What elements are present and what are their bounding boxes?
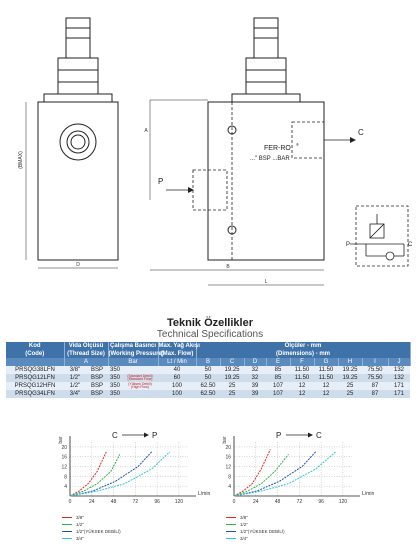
legend-swatch xyxy=(62,538,72,539)
right-view-body xyxy=(208,102,324,260)
right-view-nut xyxy=(246,58,286,94)
stamp-brand: FER-RO xyxy=(264,145,291,152)
legend-item xyxy=(62,535,121,542)
y-tick-label: 20 xyxy=(61,444,67,451)
cell-pressure: 350 xyxy=(109,383,120,389)
legend-item xyxy=(62,514,121,521)
legend-label: 1/2" xyxy=(240,522,248,527)
cell-dim-f: 12 xyxy=(290,382,314,390)
cell-dim-e: 107 xyxy=(266,390,290,398)
table-row xyxy=(6,366,410,374)
col-flow-unit: Lt / Min xyxy=(158,358,196,366)
flow-note-en: (High Flow) xyxy=(131,385,149,389)
section-subtitle: Technical Specifications xyxy=(156,329,264,340)
cell-flow: 100 xyxy=(158,390,196,398)
x-unit-label: L/min xyxy=(198,491,211,497)
cell-dim-b: 62.50 xyxy=(196,390,220,398)
legend-right xyxy=(226,514,285,542)
schematic-p-label: P xyxy=(346,242,351,248)
x-tick-label: 120 xyxy=(338,499,348,505)
series-line xyxy=(70,452,152,496)
col-basinc: Çalışma Basıncı (Working Pressure) xyxy=(108,343,164,357)
col-vida: Vida Ölçüsü (Thread Size) xyxy=(64,342,108,358)
cell-dim-c: 25 xyxy=(220,382,244,390)
dim-col: C xyxy=(220,358,244,366)
section-title: Teknik Özellikler xyxy=(166,317,253,329)
legend-left xyxy=(62,514,121,542)
legend-swatch xyxy=(62,517,72,518)
flow-note-tr: (Standart Debili) xyxy=(127,374,153,378)
cell-flow-note xyxy=(122,390,158,398)
legend-swatch xyxy=(62,524,72,525)
cell-dim-g: 11.50 xyxy=(314,374,338,382)
cell-dim-g: 12 xyxy=(314,382,338,390)
cell-flow-note xyxy=(122,374,158,382)
y-unit-label: bar xyxy=(222,436,228,444)
flow-chart-c-to-p xyxy=(48,428,211,508)
col-a-label: A xyxy=(64,358,108,366)
dim-col: I xyxy=(362,358,388,366)
dim-label-a: A xyxy=(144,128,148,134)
dim-col: J xyxy=(388,358,410,366)
x-tick-label: 96 xyxy=(154,499,160,505)
table-row xyxy=(6,390,410,398)
dim-col: F xyxy=(290,358,314,366)
legend-swatch xyxy=(226,524,236,525)
dim-col: G xyxy=(314,358,338,366)
legend-item xyxy=(226,535,285,542)
cell-dim-b: 50 xyxy=(196,374,220,382)
cell-dim-h: 25 xyxy=(338,390,362,398)
hydraulic-schematic xyxy=(350,206,408,266)
cell-dim-j: 132 xyxy=(388,374,410,382)
flow-note-tr: (Yüksek Debili) xyxy=(128,382,152,386)
cell-flow: 100 xyxy=(158,382,196,390)
cell-dim-f: 11.50 xyxy=(290,374,314,382)
cell-bsp: BSP xyxy=(86,366,108,374)
flow-chart-p-to-c xyxy=(212,428,375,508)
y-tick-label: 8 xyxy=(228,474,231,481)
y-tick-label: 12 xyxy=(61,464,67,471)
y-unit-label: bar xyxy=(58,436,64,444)
table-subheader-row xyxy=(6,358,410,366)
stamp-registered-mark: ® xyxy=(296,142,299,147)
flow-from-label: C xyxy=(112,431,118,440)
x-tick-label: 24 xyxy=(253,499,259,505)
x-unit-label: L/min xyxy=(362,491,375,497)
cell-dim-g: 11.50 xyxy=(314,366,338,374)
y-tick-label: 8 xyxy=(64,474,67,481)
legend-swatch xyxy=(226,538,236,539)
y-tick-label: 16 xyxy=(61,454,67,461)
right-view xyxy=(150,18,350,285)
schematic-c-label: C xyxy=(408,242,413,248)
cell-dim-c: 19.25 xyxy=(220,366,244,374)
legend-item xyxy=(62,528,121,535)
legend-label: 3/4" xyxy=(76,536,84,541)
table-header-row xyxy=(6,342,410,358)
cell-bsp: BSP xyxy=(86,382,108,390)
cell-code: PRSQG38LFN xyxy=(6,366,64,374)
flow-to-label: C xyxy=(316,431,322,440)
col-bar-unit: Bar xyxy=(108,358,158,366)
x-tick-label: 0 xyxy=(68,499,72,505)
cell-dim-f: 11.50 xyxy=(290,366,314,374)
left-view xyxy=(26,18,118,268)
legend-swatch xyxy=(226,517,236,518)
x-tick-label: 0 xyxy=(232,499,236,505)
cell-pressure: 350 xyxy=(109,375,120,381)
cell-bsp: BSP xyxy=(86,390,108,398)
x-tick-label: 72 xyxy=(296,499,303,505)
table-row xyxy=(6,374,410,382)
legend-swatch xyxy=(62,531,72,532)
cell-dim-d: 32 xyxy=(244,366,266,374)
col-olcu: Ölçüler - mm (Dimensions) - mm xyxy=(196,342,410,358)
y-tick-label: 4 xyxy=(228,484,231,491)
x-tick-label: 24 xyxy=(89,499,95,505)
x-tick-label: 48 xyxy=(274,499,281,505)
flow-from-label: P xyxy=(276,431,282,440)
legend-swatch xyxy=(226,531,236,532)
cell-code: PRSQG34LFN xyxy=(6,390,64,398)
cell-code: PRSQG12HFN xyxy=(6,382,64,390)
cell-dim-j: 171 xyxy=(388,390,410,398)
dim-label-l: L xyxy=(264,279,268,285)
spec-table xyxy=(6,342,411,398)
cell-thread: 3/8" xyxy=(64,366,86,374)
cell-dim-i: 75.50 xyxy=(362,366,388,374)
cell-dim-b: 62.50 xyxy=(196,382,220,390)
cell-dim-i: 87 xyxy=(362,390,388,398)
cell-flow: 60 xyxy=(158,374,196,382)
y-tick-label: 20 xyxy=(225,444,231,451)
cell-pressure: 350 xyxy=(109,391,120,397)
dim-label-b: B xyxy=(226,264,230,270)
series-line xyxy=(70,452,170,496)
port-p-label: P xyxy=(158,177,164,186)
cell-dim-d: 32 xyxy=(244,374,266,382)
cell-dim-e: 85 xyxy=(266,366,290,374)
legend-item xyxy=(226,514,285,521)
dim-label-width: D xyxy=(76,262,80,268)
y-tick-label: 4 xyxy=(64,484,67,491)
cell-dim-i: 75.50 xyxy=(362,374,388,382)
left-view-body xyxy=(38,102,118,260)
dim-col: E xyxy=(266,358,290,366)
x-tick-label: 72 xyxy=(132,499,139,505)
x-tick-label: 120 xyxy=(174,499,184,505)
cell-flow-note xyxy=(122,382,158,390)
flow-note-en: (Standard Flow) xyxy=(127,377,153,381)
col-akis: Max. Yağ Akışı (Max. Flow) xyxy=(158,343,200,357)
dim-col: D xyxy=(244,358,266,366)
legend-item xyxy=(226,528,285,535)
y-tick-label: 12 xyxy=(225,464,231,471)
cell-dim-j: 171 xyxy=(388,382,410,390)
cell-thread: 3/4" xyxy=(64,390,86,398)
cell-dim-h: 25 xyxy=(338,382,362,390)
cell-dim-d: 39 xyxy=(244,390,266,398)
flow-arrowhead-icon xyxy=(308,433,313,438)
series-line xyxy=(234,452,316,496)
y-tick-label: 16 xyxy=(225,454,231,461)
x-tick-label: 96 xyxy=(318,499,324,505)
cell-dim-j: 132 xyxy=(388,366,410,374)
cell-dim-e: 107 xyxy=(266,382,290,390)
cell-dim-h: 19.25 xyxy=(338,374,362,382)
flow-to-label: P xyxy=(152,431,158,440)
cell-dim-c: 19.25 xyxy=(220,374,244,382)
cell-dim-d: 39 xyxy=(244,382,266,390)
cell-thread: 1/2" xyxy=(64,374,86,382)
cell-flow-note xyxy=(122,366,158,374)
cell-dim-b: 50 xyxy=(196,366,220,374)
legend-label: 1/2" xyxy=(76,522,84,527)
dim-label-height: (BMAX) xyxy=(18,151,24,169)
flow-arrowhead-icon xyxy=(144,433,149,438)
cell-dim-g: 12 xyxy=(314,390,338,398)
cell-pressure: 350 xyxy=(109,367,120,373)
table-row xyxy=(6,382,410,390)
port-c-label: C xyxy=(358,128,364,137)
dim-col: H xyxy=(338,358,362,366)
legend-item xyxy=(62,521,121,528)
dim-col: B xyxy=(196,358,220,366)
legend-label: 3/8" xyxy=(240,515,248,520)
cell-flow: 40 xyxy=(158,366,196,374)
legend-item xyxy=(226,521,285,528)
cell-dim-e: 85 xyxy=(266,374,290,382)
cell-dim-h: 19.25 xyxy=(338,366,362,374)
cell-dim-c: 25 xyxy=(220,390,244,398)
legend-label: 3/8" xyxy=(76,515,84,520)
legend-label: 3/4" xyxy=(240,536,248,541)
cell-code: PRSQG12LFN xyxy=(6,374,64,382)
series-line xyxy=(234,454,289,496)
legend-label: 1/2"(YÜKSEK DEBİLİ) xyxy=(76,529,121,534)
stamp-thread-pressure: ..." BSP ...BAR xyxy=(250,156,290,162)
cell-bsp: BSP xyxy=(86,374,108,382)
cell-dim-f: 12 xyxy=(290,390,314,398)
col-kod: Kod (Code) xyxy=(6,342,64,358)
left-view-nut xyxy=(58,58,98,94)
legend-label: 1/2"(YÜKSEK DEBİLİ) xyxy=(240,529,285,534)
x-tick-label: 48 xyxy=(110,499,117,505)
series-line xyxy=(70,452,106,496)
cell-thread: 1/2" xyxy=(64,382,86,390)
cell-dim-i: 87 xyxy=(362,382,388,390)
